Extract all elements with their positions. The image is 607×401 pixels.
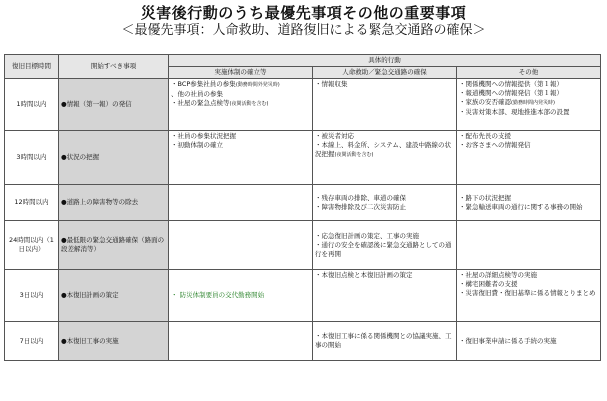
page-title: 災害後行動のうち最優先事項その他の重要事項 <box>140 4 467 22</box>
col2-cell <box>313 79 457 131</box>
col3-cell <box>457 270 601 322</box>
bullet-text: ・初動体制の確立 <box>171 141 223 149</box>
bullet-text: ・情報収集 <box>315 80 348 88</box>
header-col2: 人命救助／緊急交通路の確保 <box>313 67 457 79</box>
bullet-item <box>171 80 310 90</box>
bullet-item <box>315 332 454 350</box>
col1-cell <box>169 131 313 185</box>
bullet-item <box>315 203 454 212</box>
col2-cell <box>313 270 457 322</box>
bullet-item <box>459 80 598 89</box>
bullet-item <box>315 80 454 89</box>
bullet-text: ・災害対策本部、現地推進本部の設置 <box>459 108 570 116</box>
col2-cell <box>313 221 457 270</box>
bullet-item <box>459 271 598 280</box>
bullet-text: ・本線上、料金所、システム、建設中路線の状況把握 <box>315 141 452 158</box>
table-row <box>5 221 601 270</box>
col1-cell <box>169 221 313 270</box>
bullet-item <box>171 90 310 99</box>
table-body <box>5 79 601 361</box>
table-row <box>5 322 601 361</box>
bullet-item <box>315 194 454 203</box>
bullet-item <box>459 132 598 141</box>
bullet-text: ・災害復旧費・復旧基準に係る情報とりまとめ <box>459 289 596 297</box>
action-cell: ●道路上の障害物等の除去 <box>59 185 169 221</box>
col2-cell <box>313 131 457 185</box>
bullet-note: (勤務時間内発災時) <box>511 100 555 106</box>
bullet-text: ・本復旧工事に係る関係機関との協議実施、工事の開始 <box>315 332 452 349</box>
bullet-item <box>459 337 598 346</box>
bullet-item <box>459 203 598 212</box>
action-cell: ●状況の把握 <box>59 131 169 185</box>
action-cell: ●最低限の緊急交通路確保（路面の段差解消等） <box>59 221 169 270</box>
table-row <box>5 131 601 185</box>
col1-cell <box>169 270 313 322</box>
col2-cell <box>313 185 457 221</box>
bullet-text: ・残存車両の排除、車道の確保 <box>315 193 406 202</box>
bullet-item <box>459 141 598 150</box>
bullet-item <box>315 141 454 160</box>
bullet-text: ・本復旧点検と本復旧計画の策定 <box>315 271 413 279</box>
bullet-text: ・配布先長の支援 <box>459 132 511 140</box>
bullet-item <box>459 280 598 289</box>
bullet-item <box>315 132 454 141</box>
bullet-text: ・構宅困難者の支援 <box>459 280 518 288</box>
bullet-text: ・路下の状況把握 <box>459 193 511 202</box>
page-subtitle: ＜最優先事項：人命救助、道路復旧による緊急交通路の確保＞ <box>121 23 486 38</box>
header-concrete: 具体的行動 <box>169 55 601 67</box>
action-cell: ●本復旧工事の実施 <box>59 322 169 361</box>
time-cell: 24時間以内（1日以内） <box>5 221 59 270</box>
time-cell: 12時間以内 <box>5 185 59 221</box>
time-cell: 1時間以内 <box>5 79 59 131</box>
action-cell: ●本復旧計画の策定 <box>59 270 169 322</box>
header-col3: その他 <box>457 67 601 79</box>
col2-cell <box>313 322 457 361</box>
bullet-item <box>459 89 598 98</box>
bullet-note: (夜間活動を含む) <box>334 152 374 158</box>
bullet-text: ・障害物排除及び二次災害防止 <box>315 202 406 211</box>
table-row <box>5 185 601 221</box>
bullet-item <box>459 98 598 108</box>
time-cell: 7日以内 <box>5 322 59 361</box>
bullet-text: ・緊急輸送車両の通行に関する事務の開始 <box>459 202 583 211</box>
action-cell: ●情報（第一報）の発信 <box>59 79 169 131</box>
bullet-item <box>171 141 310 150</box>
bullet-item <box>171 132 310 141</box>
bullet-text: 、他の社員の参集 <box>171 90 223 98</box>
time-cell: 3日以内 <box>5 270 59 322</box>
bullet-note: (夜間活動を含む) <box>229 101 269 107</box>
bullet-text: ・ 防災体制要員の交代勤務開始 <box>171 291 265 299</box>
time-cell: 3時間以内 <box>5 131 59 185</box>
bullet-item <box>459 194 598 203</box>
bullet-item <box>459 108 598 117</box>
col3-cell <box>457 79 601 131</box>
bullet-text: ・報道機関への情報発信（第１報） <box>459 89 563 97</box>
bullet-note: (動務時間外発災時) <box>235 82 280 88</box>
header-time: 復旧目標時間 <box>5 55 59 79</box>
bullet-item <box>315 271 454 280</box>
bullet-text: ・お客さまへの情報発信 <box>459 141 531 149</box>
bullet-item <box>315 241 454 259</box>
bullet-text: ・応急復旧計画の策定、工事の実施 <box>315 231 419 240</box>
bullet-text: ・関係機関への情報提供（第１報） <box>459 80 563 88</box>
bullet-item <box>171 291 310 300</box>
bullet-text: ・社屋の緊急点検等 <box>171 99 230 107</box>
bullet-item <box>459 289 598 298</box>
col3-cell <box>457 185 601 221</box>
col1-cell <box>169 185 313 221</box>
bullet-text: ・復旧事業申請に係る手続の実施 <box>459 336 557 345</box>
table-row <box>5 79 601 131</box>
bullet-item <box>315 232 454 241</box>
bullet-text: ・BCP参集社員の参集 <box>171 80 236 88</box>
col3-cell <box>457 322 601 361</box>
bullet-text: ・社員の参集状況把握 <box>171 132 236 140</box>
col3-cell <box>457 221 601 270</box>
bullet-text: ・家族の安否確認 <box>459 98 511 106</box>
bullet-item <box>171 99 310 109</box>
bullet-text: ・被災者対応 <box>315 132 354 140</box>
col1-cell <box>169 79 313 131</box>
header-action: 開始すべき事項 <box>59 55 169 79</box>
col1-cell <box>169 322 313 361</box>
col3-cell <box>457 131 601 185</box>
action-table <box>4 54 601 361</box>
bullet-text: ・社屋の詳細点検等の実施 <box>459 271 537 279</box>
header-col1: 実施体制の確立等 <box>169 67 313 79</box>
bullet-text: ・通行の安全を確認後に緊急交通路としての通行を再開 <box>315 240 452 258</box>
table-row <box>5 270 601 322</box>
